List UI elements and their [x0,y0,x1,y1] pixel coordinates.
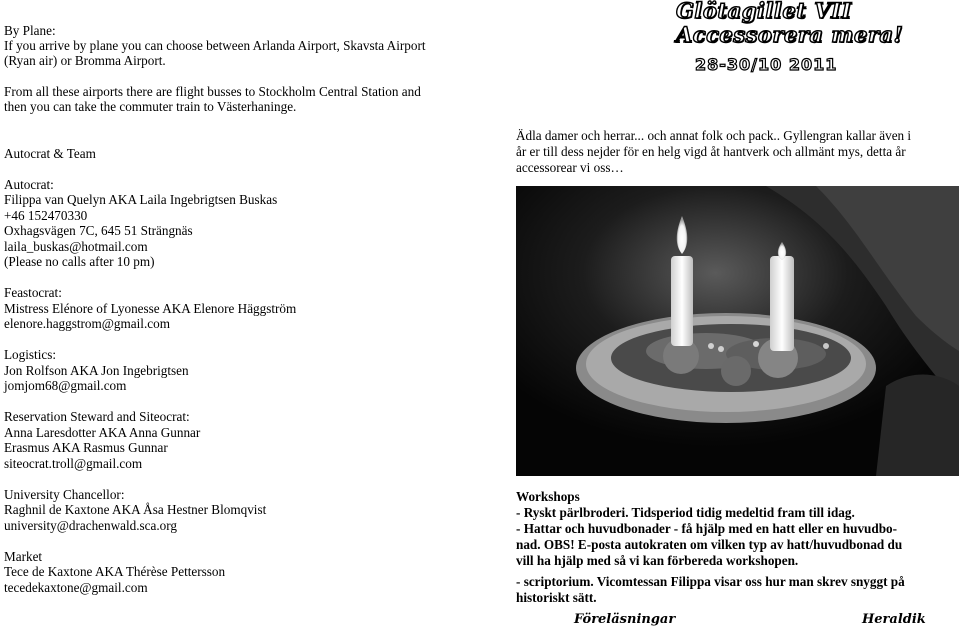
chancellor-label: University Chancellor: [4,487,125,502]
reservation-name: Erasmus AKA Rasmus Gunnar [4,440,168,455]
logistics-name: Jon Rolfson AKA Jon Ingebrigtsen [4,363,189,378]
bus-line: then you can take the commuter train to Västerhaninge. [4,99,297,114]
chancellor-name: Raghnil de Kaxtone AKA Åsa Hestner Blomqvist [4,502,267,517]
market-label: Market [4,549,43,564]
footer-lectures: Föreläsningar [574,612,676,627]
autocrat-address: Oxhagsvägen 7C, 645 51 Strängnäs [4,223,193,238]
market-email: tecedekaxtone@gmail.com [4,580,148,595]
workshop-item: nad. OBS! E-posta autokraten om vilken typ av hatt/huvudbonad du [516,537,903,552]
feastocrat-label: Feastocrat: [4,285,62,300]
logistics-label: Logistics: [4,347,57,362]
reservation-name: Anna Laresdotter AKA Anna Gunnar [4,425,201,440]
market-name: Tece de Kaxtone AKA Thérèse Pettersson [4,564,226,579]
autocrat-phone: +46 152470330 [4,208,88,223]
logistics-email: jomjom68@gmail.com [4,378,127,393]
reservation-email: siteocrat.troll@gmail.com [4,456,143,471]
footer-heraldry: Heraldik [862,612,926,627]
feastocrat-name: Mistress Elénore of Lyonesse AKA Elenore Häggström [4,301,297,316]
workshop-item: - Ryskt pärlbroderi. Tidsperiod tidig medeltid fram till idag. [516,505,855,520]
event-subtitle: Accessorera mera! [676,22,904,47]
workshop-item: - Hattar och huvudbonader - få hjälp med en hatt eller en huvudbo- [516,521,898,536]
plane-heading: By Plane: [4,23,56,38]
intro-line: Ädla damer och herrar... och annat folk och pack.. Gyllengran kallar även i [516,128,912,143]
autocrat-label: Autocrat: [4,177,54,192]
event-title: Glötagillet VII [676,0,852,23]
bus-line: From all these airports there are flight busses to Stockholm Central Station and [4,84,421,99]
workshops-heading: Workshops [516,489,580,504]
intro-line: accessorear vi oss… [516,160,624,175]
feastocrat-email: elenore.haggstrom@gmail.com [4,316,170,331]
autocrat-note: (Please no calls after 10 pm) [4,254,155,269]
candles-photo [516,186,959,476]
workshop-item: historiskt sätt. [516,590,597,605]
autocrat-name: Filippa van Quelyn AKA Laila Ingebrigtsen Buskas [4,192,278,207]
workshop-item: - scriptorium. Vicomtessan Filippa visar oss hur man skrev snyggt på [516,574,905,589]
autocrat-email: laila_buskas@hotmail.com [4,239,148,254]
plane-line: If you arrive by plane you can choose between Arlanda Airport, Skavsta Airport [4,38,426,53]
chancellor-email: university@drachenwald.sca.org [4,518,178,533]
plane-line: (Ryan air) or Bromma Airport. [4,53,166,68]
reservation-label: Reservation Steward and Siteocrat: [4,409,190,424]
team-heading: Autocrat & Team [4,146,96,161]
workshop-item: vill ha hjälp med så vi kan förbereda workshopen. [516,553,799,568]
intro-line: år er till dess nejder för en helg vigd åt hantverk och allmänt mys, detta år [516,144,906,159]
event-dates: 28-30/10 2011 [695,55,838,74]
